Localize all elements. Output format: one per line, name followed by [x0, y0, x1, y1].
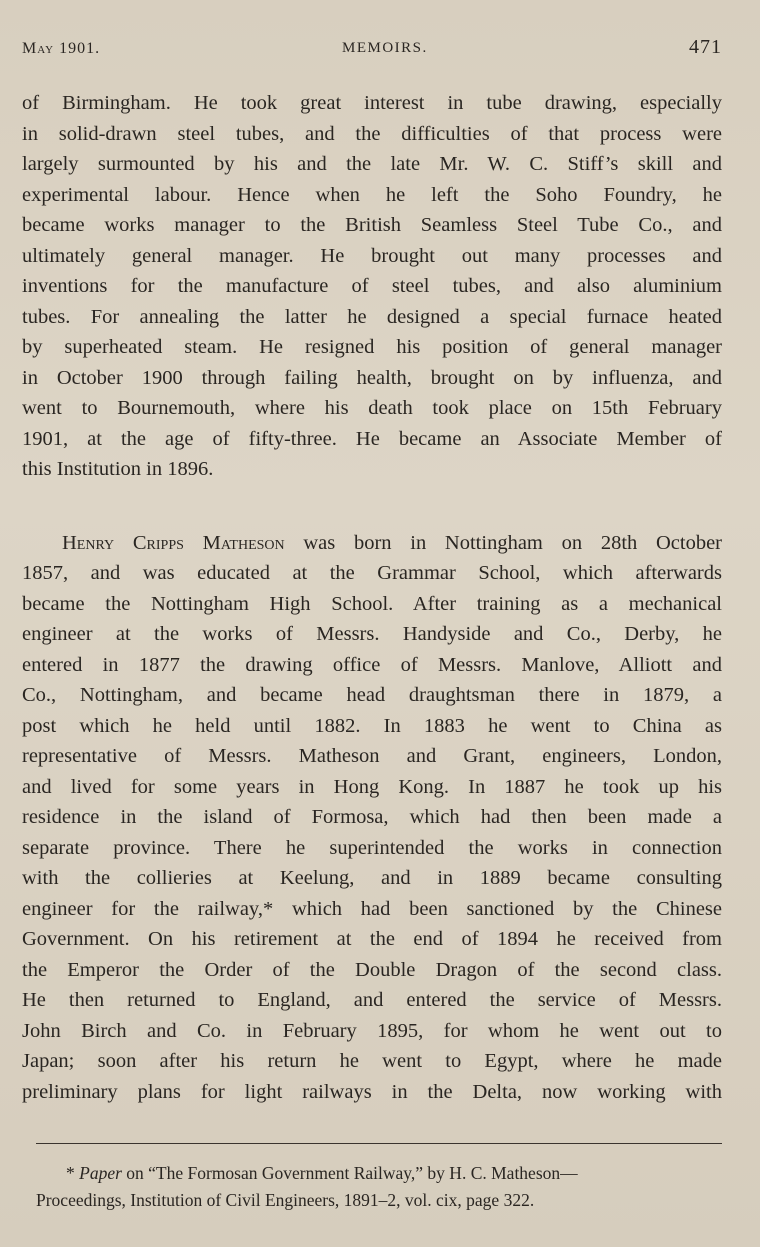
text-line: John Birch and Co. in February 1895, for whom he went out to — [22, 1019, 722, 1042]
text-line: 1901, at the age of fifty-three. He became an Associate Member of — [22, 427, 722, 450]
text-line: Government. On his retirement at the end of 1894 he received from — [22, 928, 722, 950]
text-line: inventions for the manufacture of steel tubes, and also aluminium — [22, 275, 722, 297]
footnote-line — [36, 1160, 726, 1187]
text-line: 1857, and was educated at the Grammar School, which afterwards — [22, 562, 722, 584]
text-line: by superheated steam. He resigned his position of general manager — [22, 336, 722, 358]
header-section: MEMOIRS. — [342, 40, 428, 56]
footnote — [36, 1160, 726, 1214]
text-line: went to Bournemouth, where his death took place on 15th February — [22, 397, 722, 419]
text-line: engineer for the railway,* which had been sanctioned by the Chinese — [22, 897, 722, 920]
text-line: entered in 1877 the drawing office of Messrs. Manlove, Alliott and — [22, 653, 722, 676]
text-line: ultimately general manager. He brought out many processes and — [22, 244, 722, 267]
footnote-italic: Paper — [79, 1163, 122, 1183]
footnote-line1-text: on “The Formosan Government Railway,” by H. C. Matheson— — [121, 1163, 578, 1183]
text-line: Japan; soon after his return he went to Egypt, where he made — [22, 1050, 722, 1072]
text-line: with the collieries at Keelung, and in 1889 became consulting — [22, 867, 722, 889]
paragraph-memoir-matheson — [22, 528, 722, 1108]
text-line: in solid-drawn steel tubes, and the difficulties of that process were — [22, 122, 722, 145]
text-line: experimental labour. Hence when he left the Soho Foundry, he — [22, 183, 722, 206]
first-line-text: was born in Nottingham on 28th October — [284, 531, 723, 554]
text-line: became the Nottingham High School. After training as a mechanical — [22, 592, 722, 615]
body-text — [22, 88, 722, 1107]
page-number: 471 — [689, 36, 722, 58]
text-line: preliminary plans for light railways in the Delta, now working with — [22, 1080, 722, 1103]
text-line: Co., Nottingham, and became head draughtsman there in 1879, a — [22, 684, 722, 706]
text-line: became works manager to the British Seamless Steel Tube Co., and — [22, 214, 722, 236]
text-line: separate province. There he superintended the works in connection — [22, 836, 722, 859]
footnote-line: Proceedings, Institution of Civil Engineers, 1891–2, vol. cix, page 322. — [36, 1190, 535, 1210]
memoir-subject-name: Henry Cripps Matheson — [62, 531, 285, 554]
running-header — [22, 36, 732, 66]
text-line: of Birmingham. He took great interest in tube drawing, especially — [22, 92, 722, 114]
text-line: in October 1900 through failing health, brought on by influenza, and — [22, 366, 722, 389]
text-line: representative of Messrs. Matheson and Grant, engineers, London, — [22, 745, 722, 767]
header-date: May 1901. — [22, 40, 101, 57]
text-line-first — [22, 528, 722, 559]
text-line: this Institution in 1896. — [22, 458, 214, 480]
text-line: He then returned to England, and entered the service of Messrs. — [22, 989, 722, 1011]
text-line: largely surmounted by his and the late Mr. W. C. Stiff’s skill and — [22, 153, 722, 175]
footnote-divider — [36, 1143, 722, 1144]
text-line: tubes. For annealing the latter he designed a special furnace heated — [22, 305, 722, 328]
footnote-marker: * — [66, 1163, 80, 1183]
text-line: the Emperor the Order of the Double Dragon of the second class. — [22, 958, 722, 981]
text-line: residence in the island of Formosa, which had then been made a — [22, 806, 722, 828]
text-line: engineer at the works of Messrs. Handyside and Co., Derby, he — [22, 623, 722, 645]
text-line: post which he held until 1882. In 1883 he went to China as — [22, 714, 722, 737]
text-line: and lived for some years in Hong Kong. In 1887 he took up his — [22, 775, 722, 798]
paragraph-continued — [22, 88, 722, 485]
